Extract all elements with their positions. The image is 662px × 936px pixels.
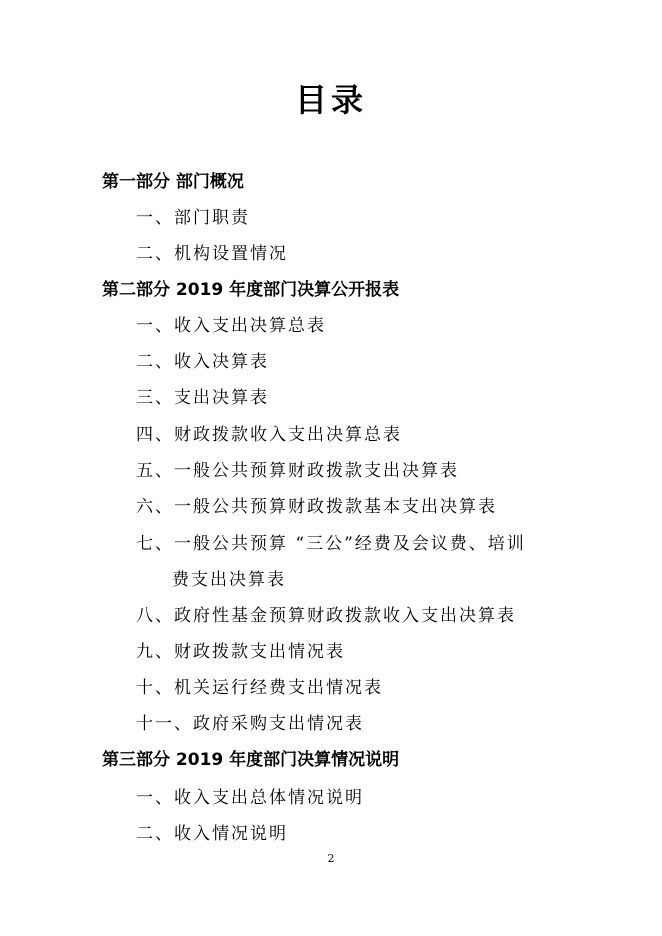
toc-entry[interactable]: 十一、政府采购支出情况表 [136, 714, 364, 734]
toc-part-heading[interactable]: 第二部分 2019 年度部门决算公开报表 [102, 280, 400, 300]
page-title: 目录 [294, 81, 367, 119]
toc-entry[interactable]: 十、机关运行经费支出情况表 [136, 678, 383, 698]
toc-part-heading[interactable]: 第一部分 部门概况 [102, 172, 244, 192]
toc-entry[interactable]: 八、政府性基金预算财政拨款收入支出决算表 [136, 606, 516, 626]
toc-entry[interactable]: 二、收入情况说明 [136, 824, 288, 844]
toc-entry[interactable]: 四、财政拨款收入支出决算总表 [136, 425, 402, 445]
toc-entry[interactable]: 六、一般公共预算财政拨款基本支出决算表 [136, 497, 497, 517]
toc-entry-continuation[interactable]: 费支出决算表 [172, 570, 286, 590]
toc-entry[interactable]: 一、部门职责 [136, 208, 250, 228]
toc-entry[interactable]: 二、收入决算表 [136, 352, 269, 372]
toc-part-heading[interactable]: 第三部分 2019 年度部门决算情况说明 [102, 750, 400, 770]
toc-entry[interactable]: 一、收入支出决算总表 [136, 316, 326, 336]
toc-entry[interactable]: 九、财政拨款支出情况表 [136, 642, 345, 662]
toc-entry[interactable]: 三、支出决算表 [136, 388, 269, 408]
toc-entry[interactable]: 二、机构设置情况 [136, 244, 288, 264]
toc-entry[interactable]: 七、一般公共预算 “三公”经费及会议费、培训 [136, 534, 526, 554]
page-number: 2 [327, 852, 335, 865]
toc-entry[interactable]: 一、收入支出总体情况说明 [136, 788, 364, 808]
toc-entry[interactable]: 五、一般公共预算财政拨款支出决算表 [136, 461, 459, 481]
